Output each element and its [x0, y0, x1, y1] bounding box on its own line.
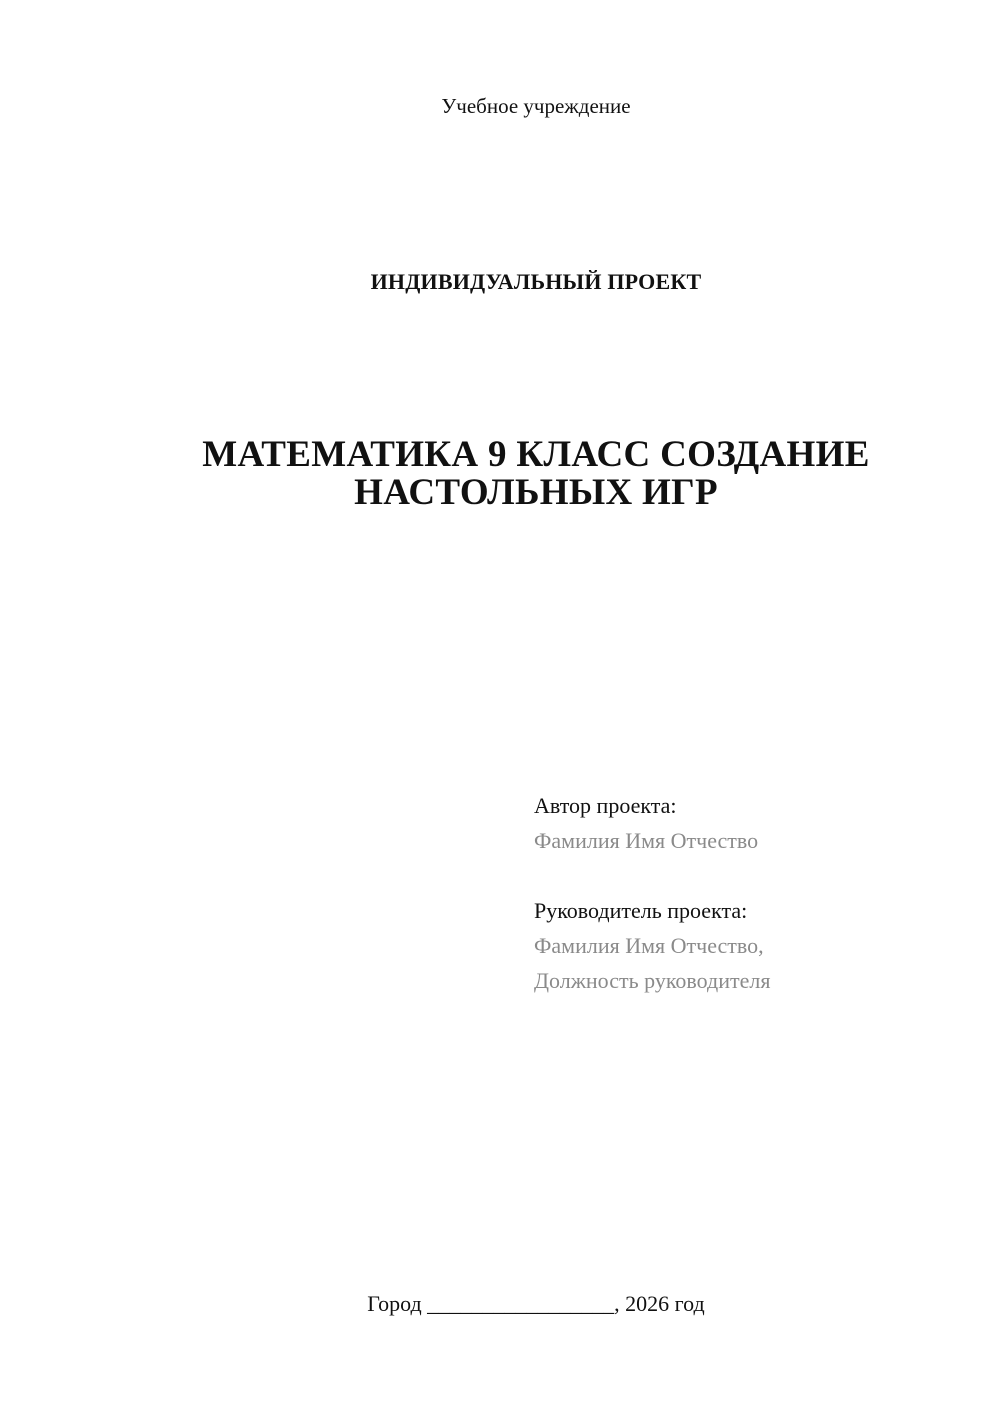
- supervisor-name: Фамилия Имя Отчество,: [534, 933, 764, 958]
- project-title-line-2: НАСТОЛЬНЫХ ИГР: [354, 472, 718, 513]
- supervisor-position: Должность руководителя: [534, 968, 771, 993]
- credits-spacer: [534, 858, 974, 893]
- project-title-line-1: МАТЕМАТИКА 9 КЛАСС СОЗДАНИЕ: [202, 434, 870, 475]
- supervisor-label: Руководитель проекта:: [534, 898, 748, 923]
- institution-name: Учебное учреждение: [441, 94, 631, 118]
- credits-block: [534, 788, 974, 998]
- project-title: [150, 436, 922, 512]
- author-label: Автор проекта:: [534, 793, 677, 818]
- document-type: ИНДИВИДУАЛЬНЫЙ ПРОЕКТ: [370, 269, 702, 294]
- city-year-line: Город _________________, 2026 год: [367, 1291, 705, 1316]
- author-name: Фамилия Имя Отчество: [534, 828, 759, 853]
